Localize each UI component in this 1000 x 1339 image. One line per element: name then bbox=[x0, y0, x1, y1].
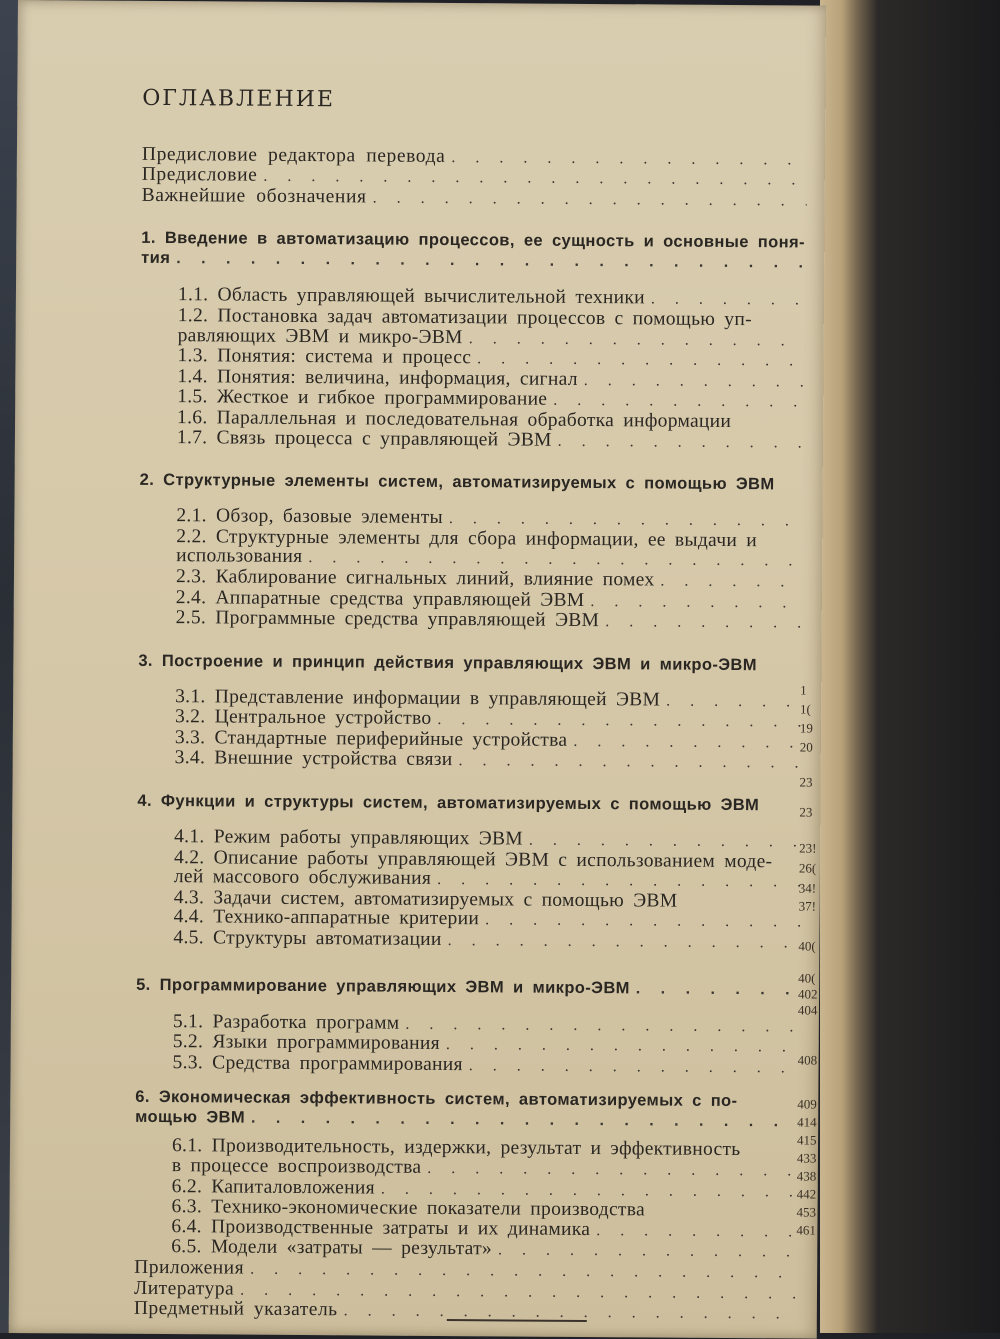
page-number: 433 bbox=[797, 1151, 817, 1164]
section-entry: 1.5. Жесткое и гибкое программирование . . . bbox=[177, 387, 805, 412]
page-title: ОГЛАВЛЕНИЕ bbox=[142, 89, 807, 113]
page-number: 453 bbox=[797, 1205, 817, 1218]
page-number: 408 bbox=[798, 1053, 818, 1066]
section-entry: 3.1. Представление информации в управляющей ЭВМ . . . bbox=[175, 687, 803, 712]
dot-leader bbox=[373, 188, 807, 211]
front-matter-entry: Предисловие редактора перевода . . . bbox=[142, 144, 807, 169]
back-matter-entry: Предметный указатель . . . bbox=[134, 1299, 799, 1324]
chapter-heading: 6. Экономическая эффективность систем, автоматизируемых с по- мощью ЭВМ . . . bbox=[135, 1087, 800, 1133]
section-entry: 6.5. Модели «затраты — результат» . . . bbox=[171, 1237, 799, 1262]
section-entry: 4.2. Описание работы управляющей ЭВМ с использованием моде- лей массового обслуживания . . . bbox=[174, 848, 802, 893]
page-number: 40( bbox=[798, 971, 815, 984]
section-entry: 1.6. Параллельная и последовательная обработка информации bbox=[177, 408, 805, 432]
dot-leader bbox=[651, 290, 806, 311]
dot-leader bbox=[250, 1260, 799, 1283]
chapter-heading: 2. Структурные элементы систем, автоматизируемых с помощью ЭВМ bbox=[140, 470, 805, 495]
dot-leader bbox=[427, 1159, 800, 1181]
section-entry: 6.2. Капиталовложения . . . bbox=[172, 1177, 800, 1202]
dot-leader bbox=[485, 911, 802, 933]
back-matter-entry: Приложения . . . bbox=[134, 1258, 799, 1283]
page-number: 415 bbox=[797, 1133, 817, 1146]
dot-leader bbox=[251, 1109, 800, 1133]
section-entry: 2.5. Программные средства управляющей ЭВМ . . . bbox=[176, 608, 804, 633]
dot-leader bbox=[448, 931, 802, 953]
section-entry: 5.1. Разработка программ . . . bbox=[173, 1012, 801, 1037]
page-number: 414 bbox=[797, 1115, 817, 1128]
section-entry: 1.3. Понятия: система и процесс . . . bbox=[177, 346, 805, 371]
dot-leader bbox=[605, 612, 804, 633]
section-entry: 4.3. Задачи систем, автоматизируемых с помощью ЭВМ bbox=[174, 888, 802, 912]
section-entry: 3.3. Стандартные периферийные устройства . . . bbox=[175, 728, 803, 753]
dot-leader bbox=[458, 752, 802, 774]
dot-leader bbox=[666, 691, 803, 712]
dot-leader bbox=[498, 1241, 799, 1263]
dot-leader bbox=[573, 732, 803, 753]
page-number: 1 bbox=[800, 683, 807, 696]
page-number: 1( bbox=[800, 702, 811, 715]
front-matter-entry: Важнейшие обозначения . . . bbox=[142, 186, 807, 211]
background-right bbox=[820, 0, 1000, 1333]
chapter-heading: 1. Введение в автоматизацию процессов, ее сущность и основные поня- тия . . . bbox=[141, 228, 806, 274]
section-entry: 2.2. Структурные элементы для сбора информации, ее выдачи и использования . . . bbox=[176, 527, 804, 572]
section-entry: 3.4. Внешние устройства связи . . . bbox=[175, 749, 803, 774]
dot-leader bbox=[596, 1221, 799, 1242]
page-number: 402 bbox=[798, 987, 818, 1000]
dot-leader bbox=[636, 979, 801, 1000]
page-number: 37! bbox=[799, 899, 816, 912]
book-page bbox=[9, 0, 826, 1339]
chapter-sections bbox=[139, 506, 805, 633]
dot-leader bbox=[405, 1014, 801, 1036]
section-entry: 5.3. Средства программирования . . . bbox=[173, 1053, 801, 1078]
section-entry: 2.4. Аппаратные средства управляющей ЭВМ . . . bbox=[176, 588, 804, 613]
page-number: 404 bbox=[798, 1003, 818, 1016]
section-entry: 4.5. Структуры автоматизации . . . bbox=[173, 928, 801, 953]
section-entry: 6.4. Производственные затраты и их динамика . . . bbox=[171, 1217, 799, 1242]
chapter-heading: 4. Функции и структуры систем, автоматизируемых с помощью ЭВМ bbox=[137, 791, 802, 816]
section-entry: 1.4. Понятия: величина, информация, сигнал . . . bbox=[177, 367, 805, 392]
chapter-sections bbox=[140, 285, 806, 452]
section-entry: 6.1. Производительность, издержки, результат и эффективность в процессе воспроизводства . . . bbox=[172, 1137, 800, 1182]
dot-leader bbox=[446, 1035, 801, 1057]
page-number: 19 bbox=[800, 721, 813, 734]
section-entry: 4.4. Технико-аппаратные критерии . . . bbox=[174, 908, 802, 933]
dot-leader bbox=[451, 148, 807, 170]
page-number: 461 bbox=[796, 1223, 816, 1236]
page-number: 409 bbox=[797, 1097, 817, 1110]
page-number: 23! bbox=[799, 841, 816, 854]
page-number: 40( bbox=[798, 939, 815, 952]
section-entry: 2.3. Каблирование сигнальных линий, влияние помех . . . bbox=[176, 567, 804, 592]
section-entry: 5.2. Языки программирования . . . bbox=[173, 1032, 801, 1057]
chapter-heading: 5. Программирование управляющих ЭВМ и микро-ЭВМ . . . bbox=[136, 974, 801, 1000]
dot-leader bbox=[469, 329, 806, 351]
front-matter-entry: Предисловие . . . bbox=[142, 165, 807, 190]
chapter-heading: 3. Построение и принцип действия управляющих ЭВМ и микро-ЭВМ bbox=[138, 651, 803, 676]
page-number: 20 bbox=[800, 740, 813, 753]
dot-leader bbox=[590, 592, 804, 613]
section-entry: 6.3. Технико-экономические показатели производства bbox=[172, 1197, 800, 1221]
section-entry: 4.1. Режим работы управляющих ЭВМ . . . bbox=[174, 827, 802, 852]
dot-leader bbox=[469, 1056, 801, 1078]
dot-leader bbox=[558, 431, 805, 452]
chapter-sections bbox=[136, 1011, 801, 1077]
section-entry: 2.1. Обзор, базовые элементы . . . bbox=[176, 506, 804, 531]
section-entry: 1.7. Связь процесса с управляющей ЭВМ . . . bbox=[177, 428, 805, 453]
page-number: 23 bbox=[799, 805, 812, 818]
section-entry: 1.2. Постановка задач автоматизации процессов с помощью уп- равляющих ЭВМ и микро-ЭВМ . . . bbox=[178, 306, 806, 351]
section-entry: 3.2. Центральное устройство . . . bbox=[175, 707, 803, 732]
section-entry: 1.1. Область управляющей вычислительной техники . . . bbox=[178, 285, 806, 310]
chapter-sections bbox=[136, 827, 802, 953]
chapter-sections bbox=[134, 1136, 800, 1262]
dot-leader bbox=[176, 249, 806, 273]
front-matter bbox=[142, 144, 807, 210]
page-number: 442 bbox=[797, 1187, 817, 1200]
page-number: 23 bbox=[800, 775, 813, 788]
dot-leader bbox=[660, 571, 804, 592]
back-matter bbox=[134, 1258, 799, 1324]
chapter-sections bbox=[138, 687, 804, 774]
page-number: 34! bbox=[799, 881, 816, 894]
table-of-contents bbox=[134, 89, 808, 1324]
page-number: 26( bbox=[799, 861, 816, 874]
page-number: 438 bbox=[797, 1169, 817, 1182]
back-matter-entry: Литература . . . bbox=[134, 1278, 799, 1303]
dot-leader bbox=[584, 371, 806, 392]
